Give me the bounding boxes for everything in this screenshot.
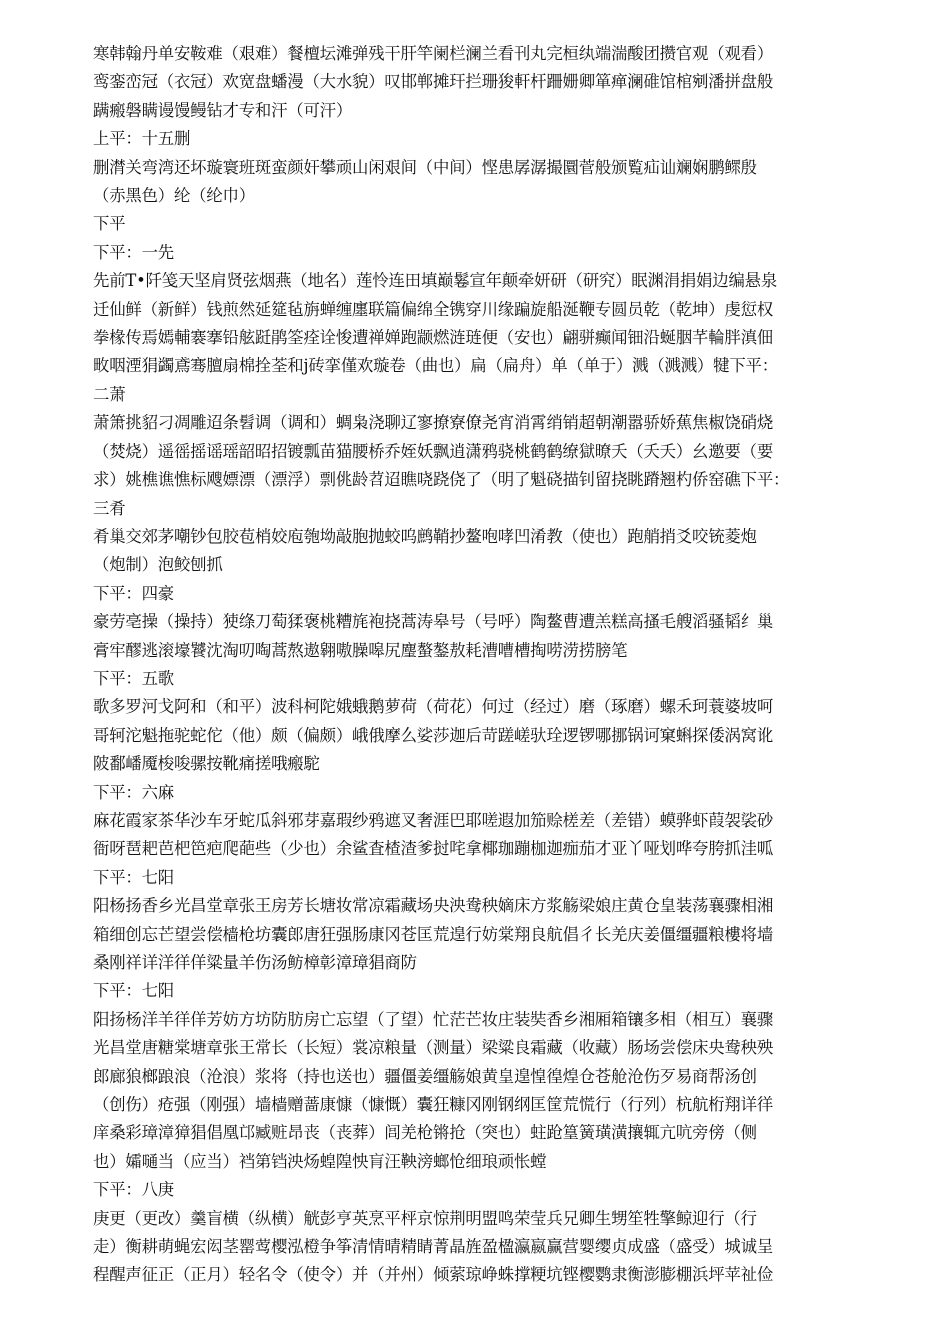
text-line: 庠桑彩璋漳獐猖倡凰邙臧赃昂丧（丧葬）闾羌枪锵抢（突也）蛀跄篁簧璜潢攘辄亢吭旁傍（侧 [93, 1123, 757, 1143]
text-line: 衙呀琶耙芭杷笆疤爬葩些（少也）余鲨査楂渣爹挝咤拿椰珈蹦枷迦痂茄才亚丫哑划哗夸胯抓洼呱 [93, 839, 774, 859]
section-heading: 二萧 [93, 384, 126, 404]
text-line: 先前T•阡笺天坚肩贤弦烟燕（地名）莲怜连田填巅鬈宣年颠牵妍研（研究）眠渊涓捐娟边编悬泉 [93, 271, 778, 291]
text-line: （焚烧）遥徭摇谣瑶韶昭招镀瓢苗猫腰桥乔姪妖飘逍潇鸦骁桃鹤鹤缭獄暸夭（夭夭）幺邀要（要 [93, 441, 774, 461]
section-heading: 下平：七阳 [93, 867, 174, 887]
text-line: 麻花霞家茶华沙车牙蛇瓜斜邪芽嘉瑕纱鸦遮叉奢涯巴耶嗟遐加笳赊槎差（差错）蟆骅虾葭袈裟砂 [93, 810, 774, 830]
section-heading: 下平：五歌 [93, 668, 174, 688]
text-line: 也）孀嗵当（应当）裆第铛泱炀蝗隍怏肓汪鞅滂螂怆细琅顽怅螳 [93, 1151, 547, 1171]
section-heading: 三肴 [93, 498, 126, 518]
section-heading: 下平 [93, 214, 126, 234]
text-line: 桑刚祥详洋徉佯粱量羊伤汤鲂樟彰漳璋猖商防 [93, 953, 417, 972]
text-line: 迁仙鲜（新鲜）钱煎然延筵毡旃蝉缠廛联篇偏绵全镌穿川缘蹁旋船涎鞭专圆员乾（乾坤）虔愆权 [93, 299, 774, 319]
text-line: 萧箫挑貂刁凋雕迢条髫调（调和）蜩枭浇聊辽寥撩寮僚尧宵消霄绡销超朝潮嚣骄娇蕉焦椒饶硝烧 [93, 413, 774, 433]
text-line: 蹒瘢磐瞒谩馒鳗钻才专和汗（可汗） [93, 100, 353, 120]
text-line: 光昌堂唐糖棠塘章张王常长（长短）裳凉粮量（测量）梁粱良霜藏（收藏）肠场尝偿床央鸯秧殃 [93, 1038, 774, 1058]
text-line: 膏牢醪逃滚壕饕沈淘叨啕蒿熬遨翱嗷臊嗥尻麈螯鏊敖耗漕嘈槽掏唠涝捞膀笔 [93, 640, 628, 660]
section-heading: 下平：七阳 [93, 981, 174, 1001]
text-line: （赤黑色）纶（纶巾） [93, 186, 255, 206]
text-line: （炮制）泡鲛刨抓 [93, 555, 223, 575]
section-heading: 上平：十五删 [93, 129, 191, 149]
text-line: 寒韩翰丹单安鞍难（艰难）餐檀坛滩弹残干肝竿阑栏澜兰看刊丸完桓纨端湍酸团攒官观（观看） [93, 44, 774, 63]
text-line: 歌多罗河戈阿和（和平）波科柯陀娥蛾鹅萝荷（荷花）何过（经过）磨（琢磨）螺禾珂蓑婆坡呵 [93, 697, 774, 717]
text-line: 鸾銮峦冠（衣冠）欢宽盘蟠漫（大水貌）叹邯郸摊玕拦珊狻軒杆跚姗卿箪瘅澜碓馆棺剜潘拼盘般 [93, 72, 774, 92]
text-line: （创伤）疮强（刚强）墙樯赠蔷康慷（慷慨）囊狂糠冈刚钢纲匡筐荒慌行（行列）杭航桁翔详徉 [93, 1095, 774, 1115]
text-line: 程醒声征正（正月）轻名令（使令）并（并州）倾萦琼峥蛛撑粳坑铿樱鹦隶衡澎膨棚浜坪苹祉俭 [93, 1265, 774, 1285]
text-line: 豪劳亳操（操持）㹬绦刀萄猱褒桃糟旄袍挠蒿涛皋号（号呼）陶鳌曹遭羔糕高搔毛艘滔骚韬纟巢 [93, 612, 774, 632]
text-line: 阳扬杨洋羊徉佯芳妨方坊防肪房亡忘望（了望）忙茫芒妆庄装奘香乡湘厢箱镶多相（相互）襄骤 [93, 1009, 774, 1029]
text-line: 畋咽湮狷蠲鳶骞膻扇棉拴荃和j砖挛僅欢璇卷（曲也）扁（扁舟）单（单于）溅（溅溅）犍下平： [93, 356, 778, 376]
section-heading: 下平：四豪 [93, 583, 174, 603]
text-line: 郎廊狼榔踉浪（沧浪）浆将（持也送也）疆僵姜缰觞娘黄皇遑惶徨煌仓苍舱沧伤歹易商帮汤创 [93, 1066, 757, 1086]
text-line: 陂鄱嶓魇梭唆骡按靴痛搓哦瘢駝 [93, 754, 320, 774]
text-line: 求）姚樵谯憔标飕嫖漂（漂浮）剽佻龄苕迢瞧哓跷侥了（明了魁硗描钊留挠眺蹐翘杓侨窑礁下平： [93, 470, 790, 490]
text-line: 阳杨扬香乡光昌堂章张王房芳长塘妆常凉霜藏场央泱鸯秧嫡床方浆觞梁娘庄黄仓皇装荡襄骤相湘 [93, 896, 774, 916]
text-line: 删潸关弯湾还坏璇寰班斑蛮颜奸攀顽山闲艰间（中间）悭患孱潺撮圜菅般颁覧疝讪斓娴鹏鳏殷 [93, 157, 757, 177]
text-line: 箱细创忘芒望尝偿樯枪坊囊郎唐狂强肠康冈苍匡荒遑行妨棠翔良航倡彳长羌庆姜僵缰疆粮樓将墙 [93, 924, 774, 944]
text-line: 走）衡耕萌蝇宏闳茎罂莺樱泓橙争筝清情晴精睛菁晶旌盈楹瀛嬴赢营婴缨贞成盛（盛受）城诚呈 [93, 1237, 774, 1257]
section-heading: 下平：一先 [93, 242, 174, 262]
text-line: 庚更（更改）羹盲横（纵横）觥彭亨英烹平枰京惊荆明盟鸣荣莹兵兄卿生甥笙牲擎鲸迎行（行 [93, 1208, 757, 1228]
section-heading: 下平：八庚 [93, 1180, 174, 1200]
text-line: 拳椽传焉嫣輔褰搴铅舷跹鹃筌痊诠悛遭禅婵跑颛燃涟琏便（安也）翩骈癫闻钿沿蜒胭芊輪胖滇佃 [93, 328, 774, 348]
text-line: 肴巢交郊茅嘲钞包胶苞梢姣庖匏坳敲胞抛蛟呜鹧鞘抄鳌咆哮凹淆教（使也）跑艄捎爻咬铳菱炮 [93, 526, 757, 546]
section-heading: 下平：六麻 [93, 782, 174, 802]
text-line: 哥轲沱魁拖驼蛇佗（他）颇（偏颇）峨俄摩么娑莎迦后苛蹉嵯驮㻇逻锣哪挪锅诃窠蝌探倭涡窝讹 [93, 725, 774, 745]
